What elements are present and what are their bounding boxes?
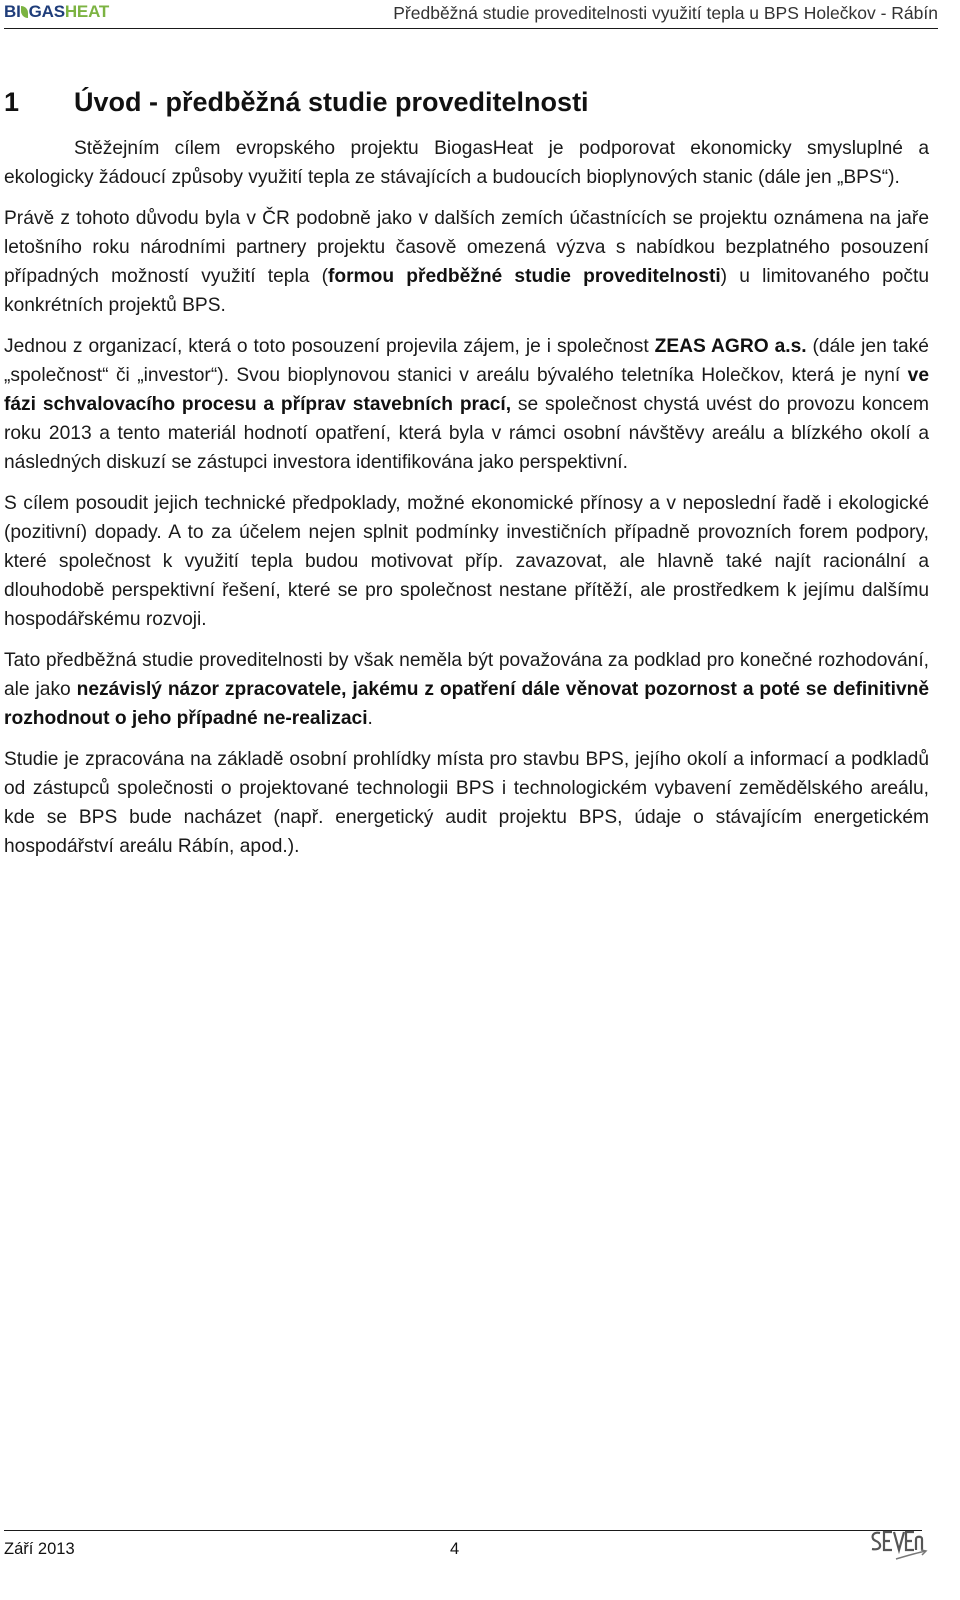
page-number: 4 [450, 1540, 460, 1558]
footer-date: Září 2013 [4, 1540, 75, 1558]
logo-text-part3: HEAT [64, 2, 110, 21]
logo-text-part1: BI [4, 2, 21, 21]
paragraph-investor-text-1: Jednou z organizací, která o toto posouzení projevila zájem, je i společnost [4, 336, 655, 357]
page-header [4, 0, 938, 29]
section-title: Úvod - předběžná studie proveditelnosti [74, 87, 589, 117]
paragraph-disclaimer [4, 646, 929, 733]
paragraph-disclaimer-bold: nezávislý názor zpracovatele, jakému z opatření dále věnovat pozornost a poté se definitivně rozhodnout o jeho případné ne-realizaci [4, 679, 930, 729]
paragraph-disclaimer-text-2: . [367, 708, 373, 729]
paragraph-call-bold: formou předběžné studie proveditelnosti [327, 266, 721, 287]
paragraph-call-text-2: ) u limitovaného počtu konkrétních projektů BPS. [4, 266, 930, 316]
paragraph-investor-bold: ve fázi schvalovacího procesu a příprav stavebních prací, [4, 365, 929, 415]
section-number: 1 [4, 87, 20, 117]
paragraph-sources: Studie je zpracována na základě osobní prohlídky místa pro stavbu BPS, jejího okolí a informací a podkladů od zástupců společnosti o projektované technologii BPS i technologickém vybavení zemědělského areálu, kde se BPS bude nacházet (např. energetický audit projektu BPS, údaje o stávajícím energetickém hospodářství areálu Rábín, apod.). [4, 749, 929, 857]
paragraph-disclaimer-text-1: Tato předběžná studie proveditelnosti by však neměla být považována za podklad pro konečné rozhodování, ale jako [4, 650, 929, 700]
page-footer [4, 1530, 922, 1581]
paragraph-goal: S cílem posoudit jejich technické předpoklady, možné ekonomické přínosy a v neposlední řadě i ekologické (pozitivní) dopady. A to za účelem nejen splnit podmínky investičních případně provozních forem podpory, které společnost k využití tepla budou motivovat příp. zavazovat, ale hlavně také najít racionální a dlouhodobě perspektivní řešení, které se pro společnost nestane přítěží, ale prostředkem k jejímu dalšímu hospodářskému rozvoji. [4, 493, 929, 630]
logo-text-part2: GAS [28, 2, 65, 21]
paragraph-call-text-1: Právě z tohoto důvodu byla v ČR podobně jako v dalších zemích účastnících se projektu oznámena na jaře letošního roku národními partnery projektu časově omezená výzva s nabídkou bezplatného posouzení případných možností využití tepla ( [4, 208, 929, 287]
paragraph-investor-text-2: (dále jen také „společnost“ či „investor“). Svou bioplynovou stanici v areálu bývalého teletníka Holečkov, která je nyní [4, 336, 929, 386]
seven-logo [866, 1523, 928, 1569]
company-name: ZEAS AGRO a.s. [654, 336, 807, 357]
paragraph-investor-text-3: se společnost chystá uvést do provozu koncem roku 2013 a tento materiál hodnotí opatření, která byla v rámci osobní návštěvy areálu a blízkého okolí a následných diskuzí se zástupci investora identifikována jako perspektivní. [4, 394, 929, 473]
section-heading [4, 87, 589, 118]
paragraph-investor [4, 332, 929, 477]
header-document-title: Předběžná studie proveditelnosti využití tepla u BPS Holečkov - Rábín [393, 3, 938, 23]
paragraph-intro: Stěžejním cílem evropského projektu BiogasHeat je podporovat ekonomicky smysluplné a ekologicky žádoucí způsoby využití tepla ze stávajících a budoucích bioplynových stanic (dále jen „BPS“). [4, 138, 929, 188]
paragraph-call [4, 204, 929, 320]
leaf-icon [21, 6, 28, 18]
document-body [4, 134, 929, 873]
biogasheat-logo [4, 2, 109, 22]
